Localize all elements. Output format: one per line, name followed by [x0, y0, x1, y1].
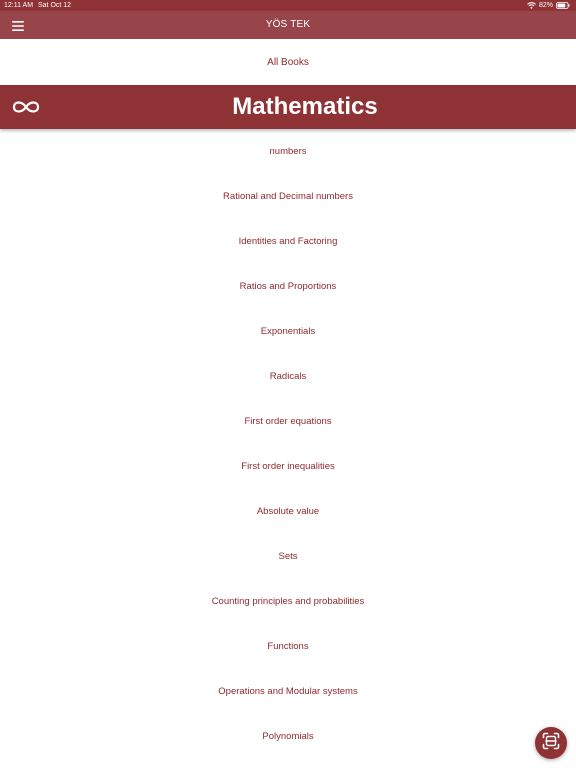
topic-item[interactable]: numbers [269, 146, 307, 157]
topic-item[interactable]: Counting principles and probabilities [211, 596, 365, 607]
wifi-icon [527, 2, 536, 9]
all-books-row [0, 40, 576, 84]
topic-item[interactable]: First order equations [244, 416, 332, 427]
topic-item[interactable]: Identities and Factoring [238, 236, 338, 247]
topic-item[interactable]: Exponentials [260, 326, 316, 337]
topic-item[interactable]: Ratios and Proportions [239, 281, 337, 292]
battery-fill [558, 4, 566, 8]
subject-header [0, 85, 576, 129]
status-indicators [527, 0, 570, 11]
scan-button[interactable] [535, 727, 567, 759]
nav-bar [0, 11, 576, 39]
battery-icon [556, 2, 570, 9]
topic-item[interactable]: First order inequalities [241, 461, 335, 472]
topic-item[interactable]: Radicals [269, 371, 307, 382]
scan-icon [542, 732, 560, 755]
status-date: Sat Oct 12 [38, 2, 72, 9]
status-time: 12:11 AM [4, 2, 34, 9]
all-books-link[interactable]: All Books [267, 56, 309, 68]
topic-item[interactable]: Functions [267, 641, 309, 652]
topic-item[interactable]: Rational and Decimal numbers [223, 191, 353, 202]
topic-item[interactable]: Polynomials [262, 731, 314, 742]
topic-item[interactable]: Absolute value [256, 506, 320, 517]
topic-item[interactable]: Operations and Modular systems [218, 686, 358, 697]
battery-percent: 82% [538, 2, 553, 9]
topic-list [0, 129, 576, 759]
subject-title: Mathematics [232, 93, 378, 120]
status-bar [0, 0, 576, 11]
topic-item[interactable]: Sets [278, 551, 298, 562]
app-title: YÖS TEK [265, 19, 311, 30]
